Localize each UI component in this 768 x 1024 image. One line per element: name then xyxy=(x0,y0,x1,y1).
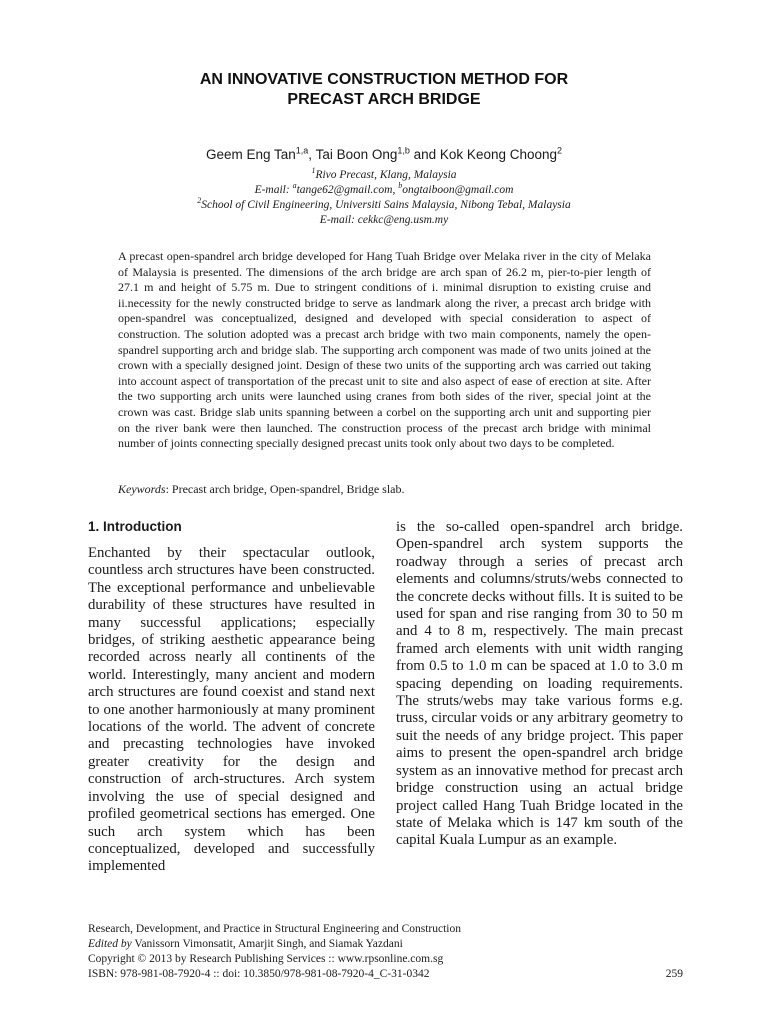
affiliation-mark: 2 xyxy=(197,196,202,206)
email-mark: a xyxy=(292,181,297,191)
author-affiliation-mark: 1,a xyxy=(295,145,309,156)
email-mark: b xyxy=(398,181,403,191)
affiliations xyxy=(60,168,708,228)
footer-editor-names: Vanissorn Vimonsatit, Amarjit Singh, and Siamak Yazdani xyxy=(131,938,403,950)
affiliation-1-email xyxy=(60,183,708,198)
email-label: E-mail: xyxy=(254,184,293,196)
abstract: A precast open-spandrel arch bridge developed for Hang Tuah Bridge over Melaka river in the city of Melaka of Malaysia is presented. The dimensions of the arch bridge are arch span of 26.2 m, pier-to-pier length of 27.1 m and height of 5.75 m. Due to stringent conditions of i. minimal disruption to existing cruise and ii.necessity for the newly constructed bridge to serve as landmark along the river, a precast arch bridge with open-spandrel was conceptualized, designed and developed with special consideration to aspect of construction. The solution adopted was a precast arch bridge with two main components, namely the open-spandrel supporting arch and bridge slab. The supporting arch component was made of two units joined at the crown with a specially designed joint. Design of these two units of the supporting arch was carried out taking into account aspect of transportation of the precast unit to site and also aspect of ease of erection at site. After the two supporting arch units were launched using cranes from both sides of the river, special joint at the crown was cast. Bridge slab units spanning between a corbel on the supporting arch unit and supporting pier on the river bank were then launched. The construction process of the precast arch bridge with minimal number of joints connecting specially designed precast units took only about two days to be completed. xyxy=(118,249,651,451)
author-separator: and xyxy=(409,147,440,162)
keywords xyxy=(118,482,651,497)
keywords-label: Keywords xyxy=(118,482,166,496)
page-number: 259 xyxy=(665,968,683,980)
affiliation-1 xyxy=(60,168,708,183)
affiliation-text: Rivo Precast, Klang, Malaysia xyxy=(315,169,457,181)
footer-copyright: Copyright © 2013 by Research Publishing Services :: www.rpsonline.com.sg xyxy=(88,953,444,965)
email-address: ongtaiboon@gmail.com xyxy=(402,184,514,196)
page-footer xyxy=(88,922,685,982)
author-name: Tai Boon Ong xyxy=(315,147,398,162)
title-line-2: PRECAST ARCH BRIDGE xyxy=(287,91,481,108)
author-name: Geem Eng Tan xyxy=(205,147,296,162)
title-line-1: AN INNOVATIVE CONSTRUCTION METHOD FOR xyxy=(199,71,569,88)
affiliation-mark: 1 xyxy=(311,166,316,176)
email-address: tange62@gmail.com, xyxy=(296,184,399,196)
author-affiliation-mark: 2 xyxy=(557,145,563,156)
footer-isbn: ISBN: 978-981-08-7920-4 :: doi: 10.3850/978-981-08-7920-4_C-31-0342 xyxy=(88,968,430,980)
body-column-right: is the so-called open-spandrel arch bridge. Open-spandrel arch system supports the roadway through a series of precast arch elements and columns/struts/webs connected to the concrete decks without fills. It is suited to be used for span and rise ranging from 30 to 50 m and 4 to 8 m, respectively. The main precast framed arch elements with unit width ranging from 0.5 to 1.0 m can be spaced at 1.0 to 3.0 m spacing depending on loading requirements. The struts/webs may take various forms e.g. truss, circular voids or any arbitrary geometry to suit the needs of any bridge project. This paper aims to present the open-spandrel arch bridge system as an innovative method for precast arch bridge construction using an actual bridge project called Hang Tuah Bridge located in the state of Melaka which is 147 km south of the capital Kuala Lumpur as an example. xyxy=(396,519,683,849)
author-name: Kok Keong Choong xyxy=(439,147,558,162)
keywords-text: : Precast arch bridge, Open-spandrel, Bridge slab. xyxy=(165,482,405,496)
section-heading-introduction: 1. Introduction xyxy=(88,519,182,534)
author-list xyxy=(60,146,708,164)
author-affiliation-mark: 1,b xyxy=(397,145,410,156)
footer-book-title: Research, Development, and Practice in Structural Engineering and Construction xyxy=(88,923,461,935)
paper-title xyxy=(60,70,708,110)
author-separator: , xyxy=(308,147,316,162)
footer-edited-label: Edited by xyxy=(88,938,132,950)
affiliation-2-email: E-mail: cekkc@eng.usm.my xyxy=(319,214,449,226)
footer-editors xyxy=(88,937,685,952)
affiliation-text: School of Civil Engineering, Universiti Sains Malaysia, Nibong Tebal, Malaysia xyxy=(201,199,571,211)
body-column-left: Enchanted by their spectacular outlook, countless arch structures have been constructed. The exceptional performance and unbelievable durability of these structures have resulted in many successful applications; especially bridges, of striking aesthetic appearance being recorded across nearly all continents of the world. Interestingly, many ancient and modern arch structures are found coexist and stand next to one another harmoniously at many prominent locations of the world. The advent of concrete and precasting technologies have invoked greater creativity for the design and construction of arch-structures. Arch system involving the use of special designed and profiled geometrical sections has emerged. One such arch system which has been conceptualized, developed and successfully implemented xyxy=(88,545,375,875)
affiliation-2 xyxy=(60,198,708,213)
